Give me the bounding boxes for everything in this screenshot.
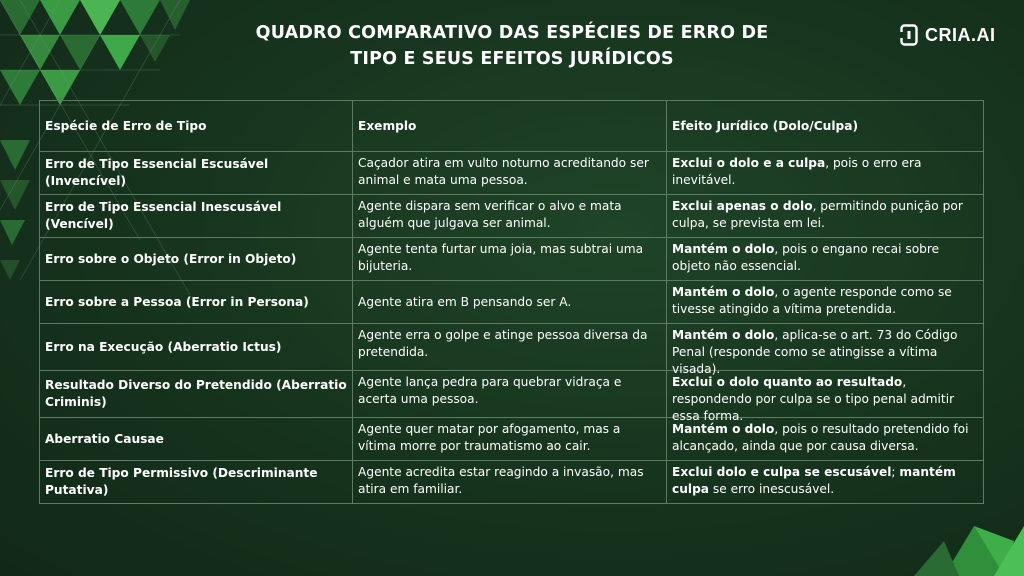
cell-efeito xyxy=(667,238,984,281)
table-row xyxy=(40,195,984,238)
cell-especie: Erro de Tipo Essencial Inescusável (Vencível) xyxy=(40,195,353,238)
cell-exemplo: Agente tenta furtar uma joia, mas subtrai uma bijuteria. xyxy=(353,238,667,281)
efeito-text: , aplica-se o art. 73 do Código Penal (responde como se atingisse a vítima visada). xyxy=(672,328,958,376)
table-header-row xyxy=(40,101,984,152)
cell-efeito xyxy=(667,195,984,238)
cell-exemplo: Agente erra o golpe e atinge pessoa diversa da pretendida. xyxy=(353,324,667,371)
cria-logo-icon xyxy=(900,24,918,46)
cell-exemplo: Caçador atira em vulto noturno acreditando ser animal e mata uma pessoa. xyxy=(353,152,667,195)
cell-especie: Erro sobre a Pessoa (Error in Persona) xyxy=(40,281,353,324)
header-efeito: Efeito Jurídico (Dolo/Culpa) xyxy=(667,101,984,152)
page-title xyxy=(200,20,824,72)
cell-efeito xyxy=(667,461,984,504)
cell-exemplo: Agente dispara sem verificar o alvo e mata alguém que julgava ser animal. xyxy=(353,195,667,238)
efeito-text: , pois o resultado pretendido foi alcançado, ainda que por causa diversa. xyxy=(672,422,969,453)
efeito-bold: Exclui o dolo e a culpa xyxy=(672,156,826,170)
table-row xyxy=(40,281,984,324)
cell-efeito xyxy=(667,324,984,376)
header-exemplo: Exemplo xyxy=(353,101,667,152)
decorative-triangles-bottom-right xyxy=(904,516,1024,576)
table-row xyxy=(40,324,984,371)
efeito-text: , o agente responde como se tivesse atingido a vítima pretendida. xyxy=(672,285,952,316)
efeito-bold-2: mantém culpa xyxy=(672,465,956,496)
cell-especie: Aberratio Causae xyxy=(40,418,353,461)
table-row xyxy=(40,238,984,281)
cell-especie: Erro sobre o Objeto (Error in Objeto) xyxy=(40,238,353,281)
efeito-bold: Mantém o dolo xyxy=(672,285,775,299)
brand-logo xyxy=(900,22,996,48)
brand-name: CRIA.AI xyxy=(925,24,996,45)
table-row xyxy=(40,152,984,195)
cell-efeito xyxy=(667,281,984,324)
cell-exemplo: Agente quer matar por afogamento, mas a vítima morre por traumatismo ao cair. xyxy=(353,418,667,461)
cell-especie: Erro de Tipo Essencial Escusável (Invencível) xyxy=(40,152,353,195)
page-title-line-1: QUADRO COMPARATIVO DAS ESPÉCIES DE ERRO DE xyxy=(255,23,769,43)
cell-especie: Resultado Diverso do Pretendido (Aberratio Criminis) xyxy=(40,371,353,418)
table-row xyxy=(40,371,984,418)
efeito-text: se erro inescusável. xyxy=(709,482,835,496)
efeito-bold: Exclui dolo e culpa se escusável xyxy=(672,465,892,479)
cell-exemplo: Agente atira em B pensando ser A. xyxy=(353,281,667,324)
efeito-text: , pois o erro era inevitável. xyxy=(672,156,922,187)
efeito-text: , permitindo punição por culpa, se prevista em lei. xyxy=(672,199,963,230)
cell-especie: Erro de Tipo Permissivo (Descriminante Putativa) xyxy=(40,461,353,504)
cell-efeito xyxy=(667,371,984,423)
efeito-bold: Mantém o dolo xyxy=(672,242,775,256)
page-title-line-2: TIPO E SEUS EFEITOS JURÍDICOS xyxy=(350,49,674,69)
table-row xyxy=(40,418,984,461)
efeito-bold: Mantém o dolo xyxy=(672,328,775,342)
comparison-table xyxy=(39,100,984,504)
header-especie: Espécie de Erro de Tipo xyxy=(40,101,353,152)
efeito-text: , pois o engano recai sobre objeto não essencial. xyxy=(672,242,940,273)
efeito-text: , respondendo por culpa se o tipo penal admitir essa forma. xyxy=(672,375,955,423)
efeito-bold: Mantém o dolo xyxy=(672,422,775,436)
efeito-bold: Exclui apenas o dolo xyxy=(672,199,813,213)
efeito-bold: Exclui o dolo quanto ao resultado xyxy=(672,375,903,389)
efeito-separator: ; xyxy=(891,465,900,479)
table-row xyxy=(40,461,984,504)
cell-exemplo: Agente acredita estar reagindo a invasão, mas atira em familiar. xyxy=(353,461,667,504)
cell-efeito xyxy=(667,152,984,195)
cell-exemplo: Agente lança pedra para quebrar vidraça e acerta uma pessoa. xyxy=(353,371,667,418)
cell-especie: Erro na Execução (Aberratio Ictus) xyxy=(40,324,353,371)
cell-efeito xyxy=(667,418,984,461)
